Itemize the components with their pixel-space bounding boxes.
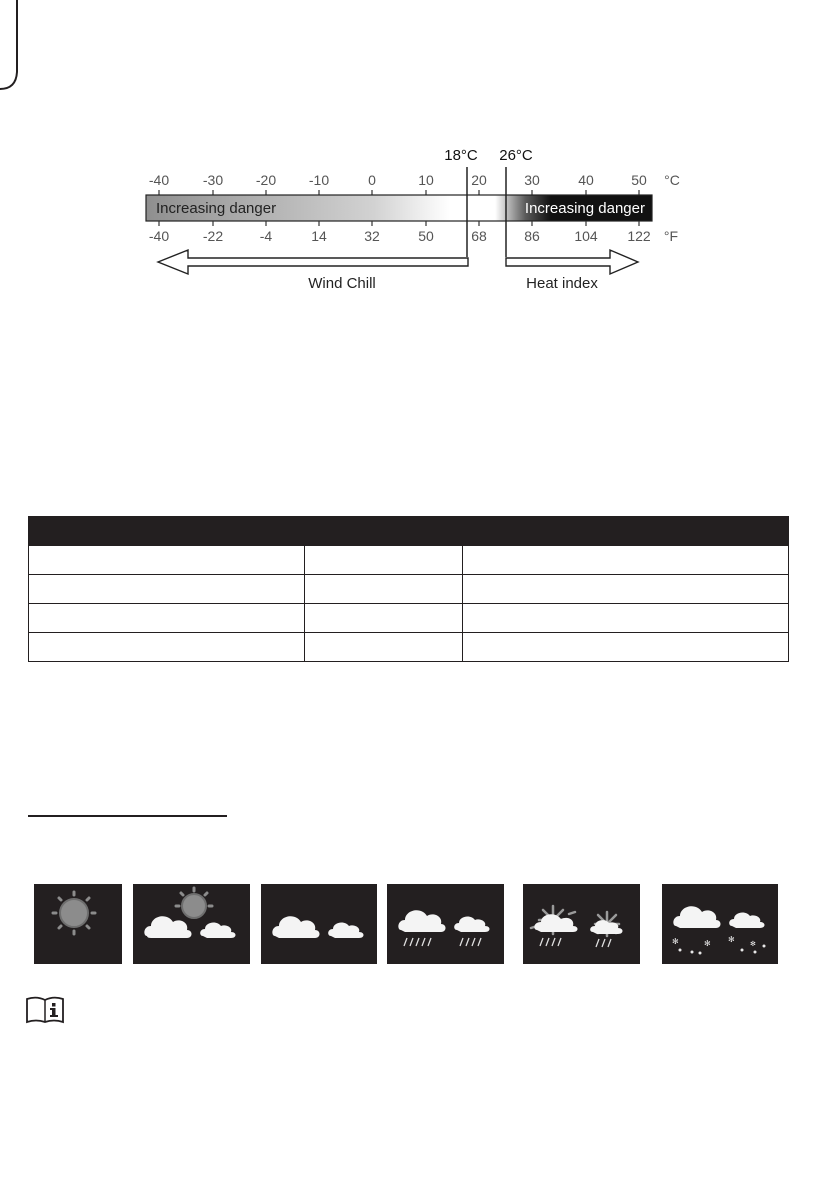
fahrenheit-tick-marks: [159, 221, 639, 226]
table-cell: [29, 575, 305, 604]
section-heading-underline: [28, 815, 227, 817]
table-cell: [463, 546, 789, 575]
celsius-tick: -10: [308, 172, 330, 188]
table-row: [29, 633, 789, 662]
table-cell: [29, 633, 305, 662]
fahrenheit-tick: 104: [574, 228, 598, 244]
heat-index-label: Heat index: [526, 275, 598, 292]
wind-chill-label: Wind Chill: [308, 275, 376, 292]
table-header-cell: [29, 517, 305, 546]
wind-chill-arrow: [158, 250, 468, 274]
fahrenheit-unit: °F: [663, 228, 679, 244]
svg-text:✻: ✻: [672, 937, 679, 946]
marker-26c-label: 26°C: [499, 147, 533, 164]
celsius-tick: 10: [418, 172, 434, 188]
fahrenheit-tick: -22: [202, 228, 224, 244]
snowy-icon: [662, 884, 778, 964]
table-cell: [305, 546, 463, 575]
fahrenheit-tick: 14: [311, 228, 327, 244]
info-book-icon: [25, 996, 65, 1024]
fahrenheit-tick: 68: [471, 228, 487, 244]
temperature-scale-diagram: [140, 140, 685, 300]
fahrenheit-tick: 122: [627, 228, 651, 244]
table-cell: [463, 575, 789, 604]
table-cell: [305, 604, 463, 633]
table-cell: [463, 633, 789, 662]
sunny-icon: [34, 884, 122, 964]
celsius-tick: -20: [255, 172, 277, 188]
rainy-icon: [387, 884, 504, 964]
fahrenheit-tick: -4: [259, 228, 273, 244]
celsius-tick: -30: [202, 172, 224, 188]
fahrenheit-tick: 86: [524, 228, 540, 244]
svg-text:✻: ✻: [704, 939, 711, 948]
fahrenheit-tick: 32: [364, 228, 380, 244]
bar-right-label: Increasing danger: [524, 200, 645, 217]
weather-icon-strip: [0, 884, 839, 964]
table-cell: [29, 546, 305, 575]
stormy-icon: [523, 884, 640, 964]
celsius-tick-marks: [159, 190, 639, 195]
celsius-tick: 40: [578, 172, 594, 188]
celsius-unit: °C: [664, 172, 680, 188]
celsius-tick: 20: [471, 172, 487, 188]
table-row: [29, 604, 789, 633]
celsius-tick: -40: [148, 172, 170, 188]
fahrenheit-tick-labels: [149, 228, 678, 244]
table-header-cell: [463, 517, 789, 546]
marker-18c-label: 18°C: [444, 147, 478, 164]
celsius-tick: 30: [524, 172, 540, 188]
celsius-tick: 50: [631, 172, 647, 188]
table-row: [29, 575, 789, 604]
table-cell: [305, 633, 463, 662]
table-cell: [463, 604, 789, 633]
table-header-row: [29, 517, 789, 546]
cloudy-icon: [261, 884, 377, 964]
table-row: [29, 546, 789, 575]
page-edge-line: [0, 0, 24, 91]
partly-cloudy-icon: [133, 884, 250, 964]
table-header-cell: [305, 517, 463, 546]
heat-index-arrow: [506, 250, 638, 274]
fahrenheit-tick: -40: [148, 228, 170, 244]
svg-text:✻: ✻: [728, 935, 735, 944]
svg-text:✻: ✻: [750, 941, 756, 948]
table-cell: [305, 575, 463, 604]
data-table: [28, 516, 789, 662]
fahrenheit-tick: 50: [418, 228, 434, 244]
table-cell: [29, 604, 305, 633]
celsius-tick: 0: [368, 172, 376, 188]
celsius-tick-labels: [149, 172, 680, 188]
bar-left-label: Increasing danger: [156, 200, 277, 217]
